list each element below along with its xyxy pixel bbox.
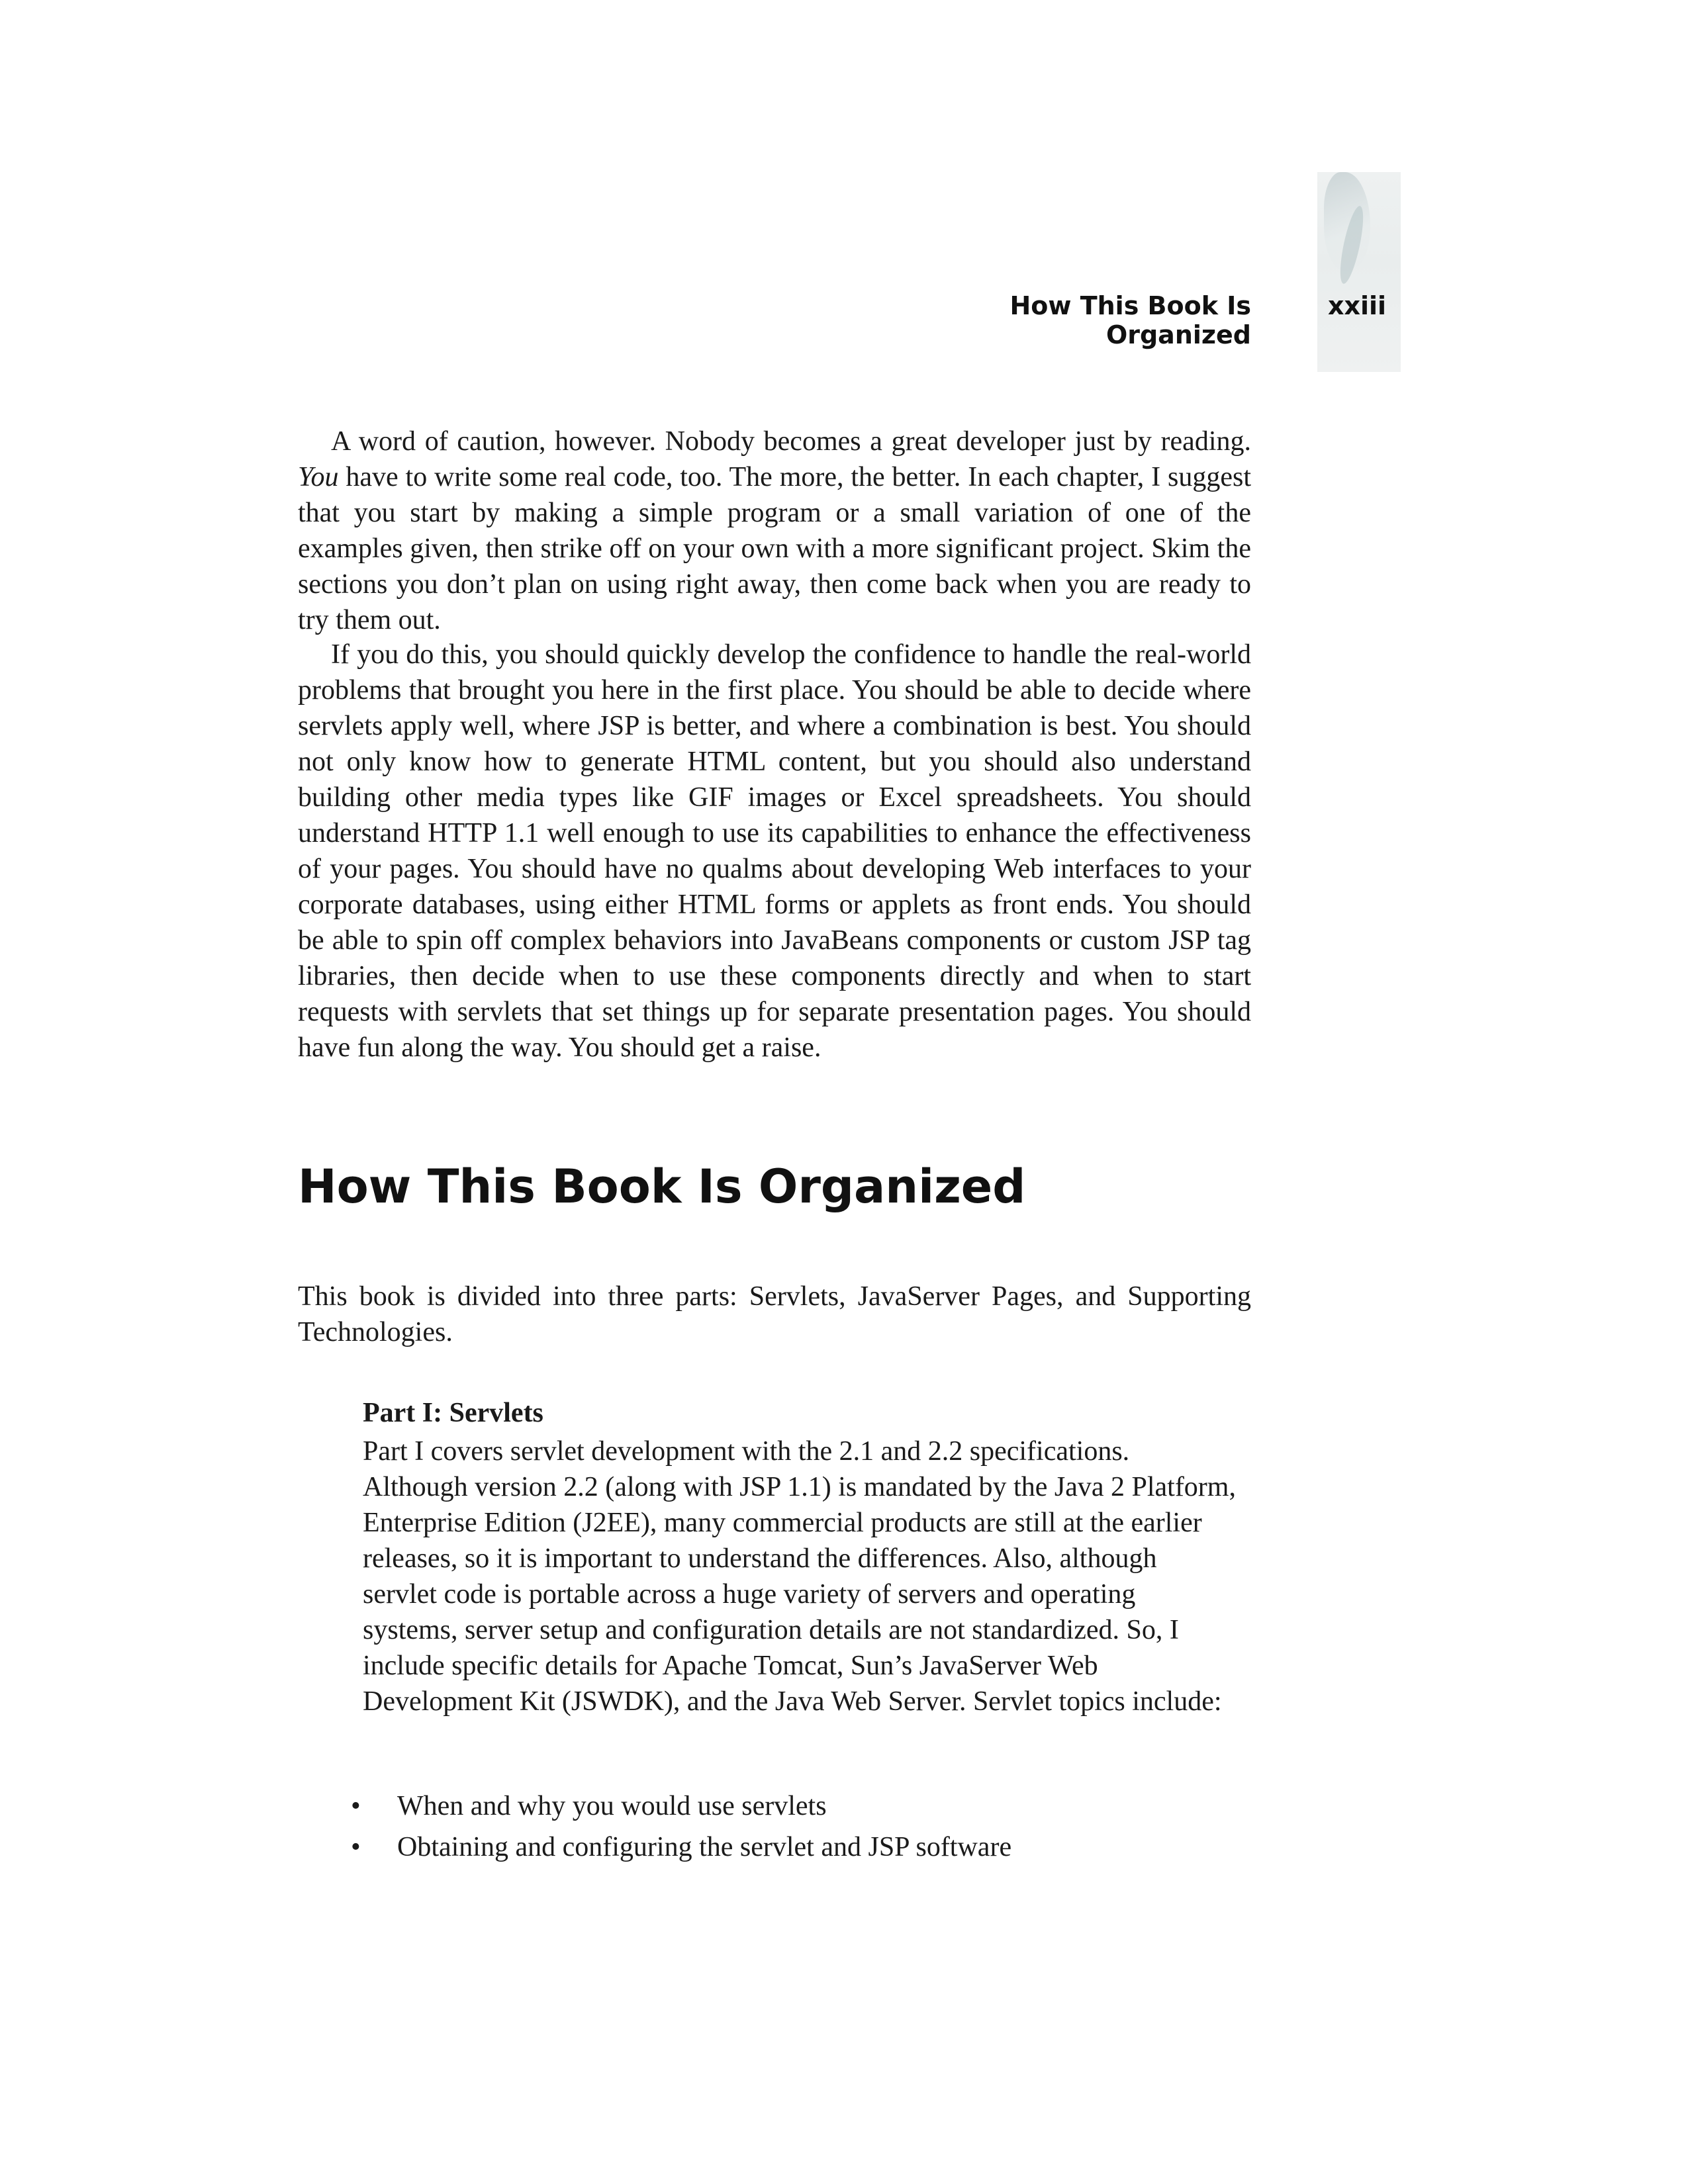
- paragraph-confidence-text: If you do this, you should quickly develop the confidence to handle the real-world problems that brought you here in the first place. You should be able to decide where servlets apply well, where JSP is better, and where a combination is best. You should not only know how to generate HTML content, but you should also understand building other media types like GIF images or Excel spreadsheets. You should understand HTTP 1.1 well enough to use its capabilities to enhance the effectiveness of your pages. You should have no qualms about developing Web interfaces to your corporate databases, using either HTML forms or applets as front ends. You should be able to spin off complex behaviors into JavaBeans components or custom JSP tag libraries, then decide when to use these components directly and when to start requests with servlets that set things up for separate presentation pages. You should have fun along the way. You should get a raise.: [298, 639, 1251, 1063]
- paragraph-caution-lead: A word of caution, however. Nobody becomes a great developer just by reading.: [331, 426, 1251, 457]
- part-one-title: Part I: Servlets: [363, 1398, 543, 1428]
- paragraph-caution: [298, 424, 1251, 638]
- servlet-topics-list: [351, 1786, 1251, 1868]
- paragraph-caution-rest: have to write some real code, too. The more, the better. In each chapter, I suggest that you start by making a simple program or a small variation of one of the examples given, then strike off on your own with a more significant project. Skim the sections you don’t plan on using right away, then come back when you are ready to try them out.: [298, 462, 1251, 635]
- section-intro: This book is divided into three parts: Servlets, JavaServer Pages, and Supporting Technologies.: [298, 1281, 1251, 1347]
- list-item: [351, 1827, 1251, 1868]
- paragraph-caution-text: [298, 424, 1251, 638]
- list-item: [351, 1786, 1251, 1827]
- paragraph-confidence: [298, 637, 1251, 1066]
- bullet-icon: •: [351, 1791, 361, 1821]
- part-one-block: [363, 1395, 1237, 1719]
- page-number: xxiii: [1327, 291, 1387, 320]
- section-heading: How This Book Is Organized: [298, 1160, 1026, 1214]
- list-item-text: Obtaining and configuring the servlet and JSP software: [397, 1832, 1012, 1862]
- emphasis-you: You: [298, 462, 339, 492]
- part-one-description: Part I covers servlet development with the 2.1 and 2.2 specifications. Although version 2.2 (along with JSP 1.1) is mandated by the Java 2 Platform, Enterprise Edition (J2EE), many commercial products are still at the earlier releases, so it is important to understand the differences. Also, although servlet code is portable across a huge variety of servers and operating systems, server setup and configuration details are not standardized. So, I include specific details for Apache Tomcat, Sun’s JavaServer Web Development Kit (JSWDK), and the Java Web Server. Servlet topics include:: [363, 1436, 1236, 1717]
- thumb-tab-decoration: [1317, 172, 1401, 372]
- bullet-icon: •: [351, 1832, 361, 1862]
- running-header-title: How This Book Is Organized: [1009, 291, 1251, 349]
- list-item-text: When and why you would use servlets: [397, 1791, 827, 1821]
